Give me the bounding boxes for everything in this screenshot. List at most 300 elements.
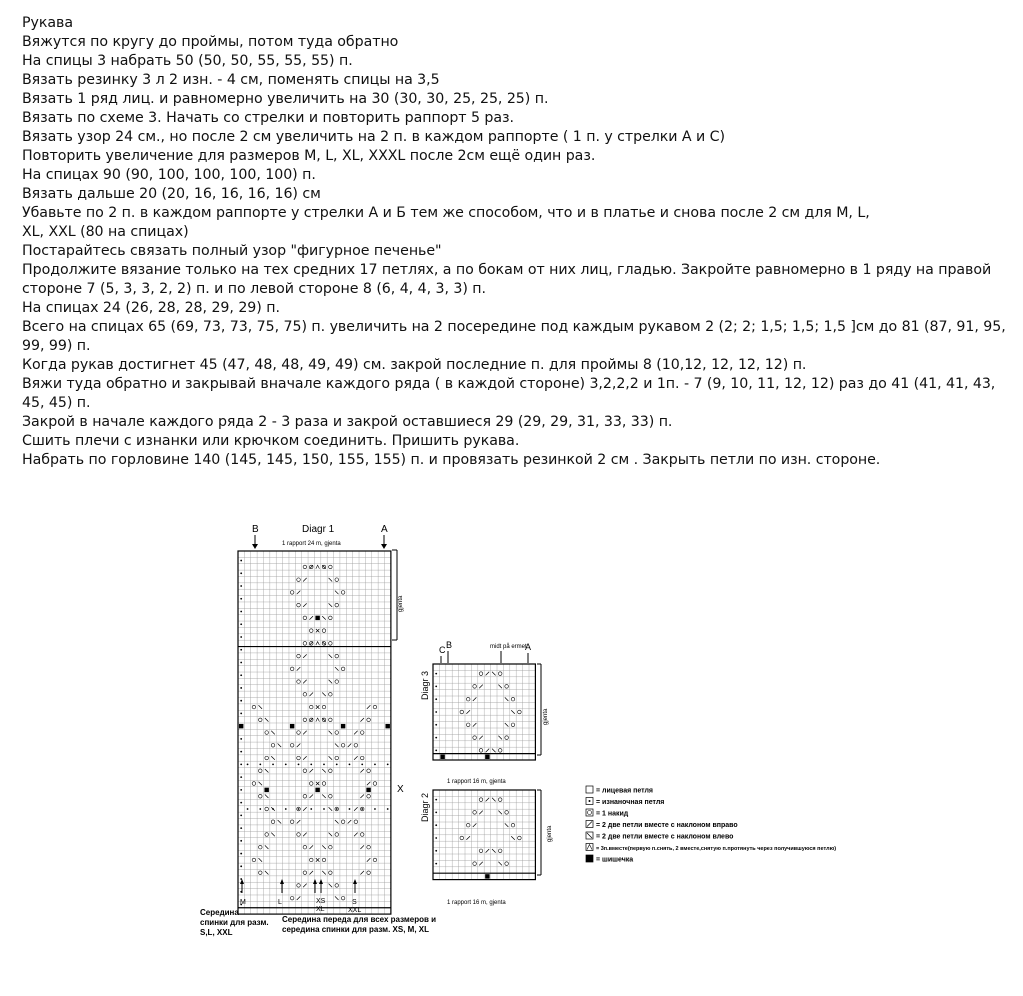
purl-icon [240,585,242,587]
legend-label: = 2 две петли вместе с наклоном влево [596,833,734,841]
yarn-over-icon [297,603,301,607]
purl-icon [435,737,437,739]
yarn-over-icon [259,871,263,875]
purl-icon [240,674,242,676]
yarn-over-icon [367,769,371,773]
k2tog-right-icon [309,693,313,697]
k2tog-left-icon [511,836,515,840]
diagram2-grid [433,790,535,880]
yarn-over-icon [479,672,483,676]
size-xl-label: XL [316,906,325,913]
purl-icon [240,611,242,613]
k2tog-right-icon [486,749,490,753]
bobble-icon [440,755,444,759]
k2tog-right-icon [360,845,364,849]
k2tog-left-icon [322,794,326,798]
yarn-over-icon [479,849,483,853]
diagram3-grid [433,664,535,760]
purl-icon [272,763,274,765]
purl-icon [336,808,338,810]
legend-label: = изнаночная петля [596,799,665,806]
purl-icon [272,808,274,810]
diagram3-title: Diagr 3 [420,670,430,700]
k2tog-right-icon [297,820,301,824]
yarn-over-icon [259,794,263,798]
purl-icon [285,763,287,765]
yarn-over-icon [367,871,371,875]
purl-icon [435,673,437,675]
k2tog-right-icon [303,884,307,888]
yarn-over-icon [297,578,301,582]
yarn-over-icon [367,718,371,722]
legend-label: = 3п.вместе(первую п.снять, 2 вместе,снятую п.протянуть через получившуюся петлю) [596,846,837,852]
k2tog-left-icon [335,667,339,671]
purl-icon [240,853,242,855]
k2tog-left-icon [271,756,275,760]
k2tog-right-icon [473,697,477,701]
note-back-line2: спинки для разм. [200,918,269,927]
yarn-over-icon [341,591,345,595]
k2tog-left-icon [492,798,496,802]
bobble-icon [485,755,489,759]
k2tog-left-icon [259,782,263,786]
yarn-over-icon [329,616,333,620]
diagram3-gjenta: gjenta [543,708,549,725]
instruction-line: На спицах 24 (26, 28, 28, 29, 29) п. [22,300,280,316]
yarn-over-icon [303,845,307,849]
yarn-over-icon [341,667,345,671]
bobble-icon [315,616,319,620]
yarn-over-icon [466,823,470,827]
k2tog-right-icon [466,710,470,714]
k2tog-right-icon [360,769,364,773]
k2tog-right-icon [303,654,307,658]
size-xs-label: XS [316,898,326,905]
instruction-line: 45, 45) п. [22,395,91,411]
yarn-over-icon [360,756,364,760]
k2tog-right-icon [309,845,313,849]
purl-icon [240,763,242,765]
purl-icon [435,837,437,839]
k2tog-left-icon [329,680,333,684]
k2tog-left-icon [329,756,333,760]
k3tog-icon [316,565,320,569]
purl-icon [323,808,325,810]
yarn-over-icon [335,884,339,888]
purl-icon [435,686,437,688]
purl-icon [298,763,300,765]
diagram3-marker-a: A [525,642,532,652]
k2tog-left-icon [329,807,333,811]
purl-icon [240,649,242,651]
yarn-over-icon [252,705,256,709]
yarn-over-icon [479,749,483,753]
purl-icon [435,750,437,752]
yarn-over-icon [309,858,313,862]
k2tog-right-icon [303,680,307,684]
purl-icon [361,763,363,765]
purl-icon [240,572,242,574]
k2tog-right-icon [297,591,301,595]
symbol-legend [586,786,836,864]
yarn-over-icon [373,782,377,786]
diagram1-rapport: 1 rapport 24 m, gjenta [282,541,341,547]
diagram3-marker-c: C [439,645,446,655]
k2tog-right-icon [479,736,483,740]
yarn-over-icon [511,697,515,701]
k2tog-right-icon [303,603,307,607]
k2tog-left-icon [498,685,502,689]
purl-icon [240,827,242,829]
purl-icon [361,808,363,810]
size-arrows [240,879,357,893]
bobble-icon [485,874,489,878]
instruction-line: Убавьте по 2 п. в каждом раппорте у стрелки А и Б тем же способом, что и в платье и снова после 2 см для M, L, [22,205,870,221]
purl-icon [240,738,242,740]
k2tog-right-icon [303,756,307,760]
size-s-label: S [352,899,357,906]
k2tog-left-icon [322,616,326,620]
purl-icon [435,799,437,801]
instruction-line: Когда рукав достигнет 45 (47, 48, 48, 49, 49) см. закрой последние п. для проймы 8 (10,12, 12, 12, 12) п. [22,357,807,373]
yarn-over-icon [498,798,502,802]
purl-icon [298,808,300,810]
k2tog-left-icon [335,744,339,748]
k2tog-right-icon [354,731,358,735]
yarn-over-icon [505,736,509,740]
instruction-line: Вязать по схеме 3. Начать со стрелки и повторить раппорт 5 раз. [22,110,514,126]
diagram1-title: Diagr 1 [302,524,335,535]
yarn-over-icon [290,896,294,900]
yarn-over-icon [297,731,301,735]
k2tog-right-icon [354,807,358,811]
k2tog-right-icon [309,871,313,875]
yarn-over-icon [290,820,294,824]
instruction-line: Вязать резинку 3 л 2 изн. - 4 см, поменять спицы на 3,5 [22,72,440,88]
section-title: Рукава [22,15,73,31]
yarn-over-icon [297,833,301,837]
yarn-over-icon [360,833,364,837]
instruction-line: На спицы 3 набрать 50 (50, 50, 55, 55, 55) п. [22,53,353,69]
diagram-3 [420,640,549,785]
bobble-icon [341,724,345,728]
yarn-over-icon [329,871,333,875]
yarn-over-icon [367,845,371,849]
yarn-over-icon [335,833,339,837]
k2tog-left-icon [265,769,269,773]
note-back-line3: S,L, XXL [200,928,233,937]
purl-icon [240,636,242,638]
yarn-over-icon [303,642,307,646]
yarn-over-icon [341,896,345,900]
legend-label: = 2 две петли вместе с наклоном вправо [596,822,738,829]
k2tog-left-icon [335,896,339,900]
diagram1-gjenta: gjenta [398,595,404,612]
yarn-over-icon [505,862,509,866]
k2tog-left-icon [329,833,333,837]
instruction-line: XL, XXL (80 на спицах) [22,224,189,240]
bobble-icon [264,788,268,792]
yarn-over-icon [265,807,269,811]
yarn-over-icon [259,769,263,773]
k2tog-right-icon [473,723,477,727]
k2tog-left-icon [329,603,333,607]
purl-icon [240,814,242,816]
k2tog-right-icon [303,833,307,837]
purl-icon [259,763,261,765]
yarn-over-icon [335,756,339,760]
diagram3-midt: midt på ermet [490,644,527,650]
k2tog-left-icon [322,845,326,849]
purl-icon [387,808,389,810]
purl-icon [435,711,437,713]
yarn-over-icon [297,756,301,760]
k2tog-left-icon [322,769,326,773]
k2tog-right-icon [297,744,301,748]
yarn-over-icon [322,705,326,709]
k2tog-right-icon [348,744,352,748]
k2tog-right-icon [486,672,490,676]
yarn-over-icon [460,710,464,714]
bobble-icon [290,724,294,728]
k2tog-right-icon [309,794,313,798]
yarn-over-icon [271,744,275,748]
size-arrow-head-icon [280,879,284,884]
yarn-over-icon [360,731,364,735]
k2tog-left-icon [498,811,502,815]
purl-icon [336,763,338,765]
yarn-over-icon [341,744,345,748]
yarn-over-icon [473,685,477,689]
k2tog-right-icon [479,811,483,815]
size-xxl-label: XXL [348,907,362,914]
purl-icon [374,763,376,765]
purl-icon [435,863,437,865]
bobble-icon [385,724,389,728]
purl-icon [240,623,242,625]
k2tog-left-icon [335,820,339,824]
k2tog-left-icon [271,731,275,735]
bobble-icon [239,724,243,728]
yarn-over-icon [290,591,294,595]
instruction-line: Набрать по горловине 140 (145, 145, 150, 155, 155) п. и провязать резинкой 2 см . Закрыть петли по изн. стороне. [22,452,881,468]
purl-icon [240,751,242,753]
yarn-over-icon [335,603,339,607]
instruction-line: Вяжи туда обратно и закрывай вначале каждого ряда ( в каждой стороне) 3,2,2,2 и 1п. - 7 (9, 10, 11, 12, 12) раз до 41 (41, 41, 43, [22,376,996,392]
yarn-over-icon [329,642,333,646]
legend-blank-icon [586,786,593,793]
k2tog-right-icon [354,833,358,837]
yarn-over-icon [498,672,502,676]
k2tog-right-icon [486,798,490,802]
instruction-line: Повторить увеличение для размеров M, L, XL, XXXL после 2см ещё один раз. [22,148,596,164]
yarn-over-icon [290,667,294,671]
k2tog-right-icon [303,807,307,811]
purl-icon [240,560,242,562]
purl-icon [259,808,261,810]
k2tog-right-icon [309,769,313,773]
yarn-over-icon [466,723,470,727]
yarn-over-icon [518,710,522,714]
k2tog-right-icon [297,667,301,671]
k3tog-icon [316,642,320,646]
yarn-over-icon [290,744,294,748]
yarn-over-icon [335,578,339,582]
yarn-over-icon [309,629,313,633]
purl-icon [323,763,325,765]
k3tog-icon [316,718,320,722]
k2tog-left-icon [505,723,509,727]
k2tog-left-icon [271,833,275,837]
purl-icon [247,808,249,810]
k2tog-right-icon [367,705,371,709]
note-front-line1: Середина переда для всех размеров и [282,915,437,924]
yarn-over-icon [511,723,515,727]
yarn-over-icon [460,836,464,840]
diagram2-gjenta: gjenta [547,825,553,842]
yarn-over-icon [309,782,313,786]
purl-icon [240,789,242,791]
yarn-over-icon [259,845,263,849]
yarn-over-icon [329,845,333,849]
k2tog-left-icon [511,710,515,714]
yarn-over-icon [322,629,326,633]
k2tog-left-icon [329,578,333,582]
size-arrow-head-icon [319,879,323,884]
bobble-icon [315,788,319,792]
diagram1-marker-x: X [397,784,404,795]
size-arrow-head-icon [240,879,244,884]
purl-icon [240,700,242,702]
purl-icon [310,763,312,765]
size-arrow-head-icon [313,879,317,884]
k2tog-right-icon [367,858,371,862]
diagram1-grid [238,551,391,914]
k2tog-right-icon [354,756,358,760]
k2tog-right-icon [360,871,364,875]
yarn-over-icon [303,794,307,798]
yarn-over-icon [265,731,269,735]
purl-icon [435,724,437,726]
legend-label: = 1 накид [596,810,629,818]
k2tog-left-icon [329,884,333,888]
yarn-over-icon [335,680,339,684]
yarn-over-icon [259,718,263,722]
k2tog-left-icon [492,849,496,853]
purl-icon [435,812,437,814]
k2tog-left-icon [335,591,339,595]
yarn-over-icon [329,769,333,773]
purl-icon [240,687,242,689]
yarn-over-icon [335,654,339,658]
note-back-line1: Середина [200,908,239,917]
yarn-over-icon [271,820,275,824]
yarn-over-icon [329,565,333,569]
arrow-b-head-icon [252,544,258,549]
purl-icon [240,598,242,600]
yarn-over-icon [373,858,377,862]
k2tog-left-icon [498,862,502,866]
legend-label: = лицевая петля [596,787,654,795]
yarn-over-icon [473,811,477,815]
diagram-1 [200,524,436,937]
yarn-over-icon [518,836,522,840]
yarn-over-icon [498,849,502,853]
yarn-over-icon [367,794,371,798]
instruction-line: Закрой в начале каждого ряда 2 - 3 раза и закрой оставшиеся 29 (29, 29, 31, 33, 33) п. [22,414,673,430]
size-l-label: L [278,899,282,906]
yarn-over-icon [354,744,358,748]
yarn-over-icon [297,680,301,684]
bobble-icon [366,788,370,792]
yarn-over-icon [309,705,313,709]
instruction-line: Вязать дальше 20 (20, 16, 16, 16, 16) см [22,186,321,202]
yarn-over-icon [303,769,307,773]
yarn-over-icon [466,697,470,701]
legend-filled-icon [586,855,593,862]
k2tog-right-icon [360,794,364,798]
yarn-over-icon [329,794,333,798]
k2tog-left-icon [259,858,263,862]
diagram-2 [420,790,553,906]
diagram1-marker-a: A [381,524,388,535]
yarn-over-icon [505,811,509,815]
yarn-over-icon [511,823,515,827]
purl-icon [240,713,242,715]
k2tog-left-icon [329,654,333,658]
k2tog-left-icon [278,744,282,748]
yarn-over-icon [297,654,301,658]
purl-icon [387,763,389,765]
diagram2-rapport: 1 rapport 16 m, gjenta [447,900,506,906]
k2tog-left-icon [265,845,269,849]
yarn-over-icon [265,756,269,760]
instruction-line: 99, 99) п. [22,338,91,354]
yarn-over-icon [303,565,307,569]
yarn-over-icon [335,731,339,735]
k2tog-right-icon [303,578,307,582]
yarn-over-icon [473,736,477,740]
k2tog-right-icon [303,731,307,735]
yarn-over-icon [322,858,326,862]
k2tog-left-icon [259,705,263,709]
k2tog-right-icon [360,718,364,722]
k2tog-right-icon [367,782,371,786]
yarn-over-icon [322,782,326,786]
yarn-over-icon [303,616,307,620]
instruction-line: Вязать 1 ряд лиц. и равномерно увеличить на 30 (30, 30, 25, 25, 25) п. [22,91,549,107]
instruction-line: На спицах 90 (90, 100, 100, 100, 100) п. [22,167,316,183]
yarn-over-icon [505,685,509,689]
k2tog-right-icon [348,820,352,824]
purl-icon [435,824,437,826]
purl-icon [240,865,242,867]
diagram3-marker-b: B [446,640,453,650]
purl-icon [349,763,351,765]
instruction-line: стороне 7 (5, 3, 3, 2, 2) п. и по левой стороне 8 (6, 4, 4, 3, 3) п. [22,281,486,297]
k2tog-right-icon [479,862,483,866]
k2tog-right-icon [309,616,313,620]
yarn-over-icon [341,820,345,824]
yarn-over-icon [252,782,256,786]
yarn-over-icon [473,862,477,866]
yarn-over-icon [303,693,307,697]
k2tog-right-icon [466,836,470,840]
k2tog-left-icon [498,736,502,740]
k2tog-left-icon [265,871,269,875]
size-m-label: M [240,899,246,906]
yarn-over-icon [329,718,333,722]
